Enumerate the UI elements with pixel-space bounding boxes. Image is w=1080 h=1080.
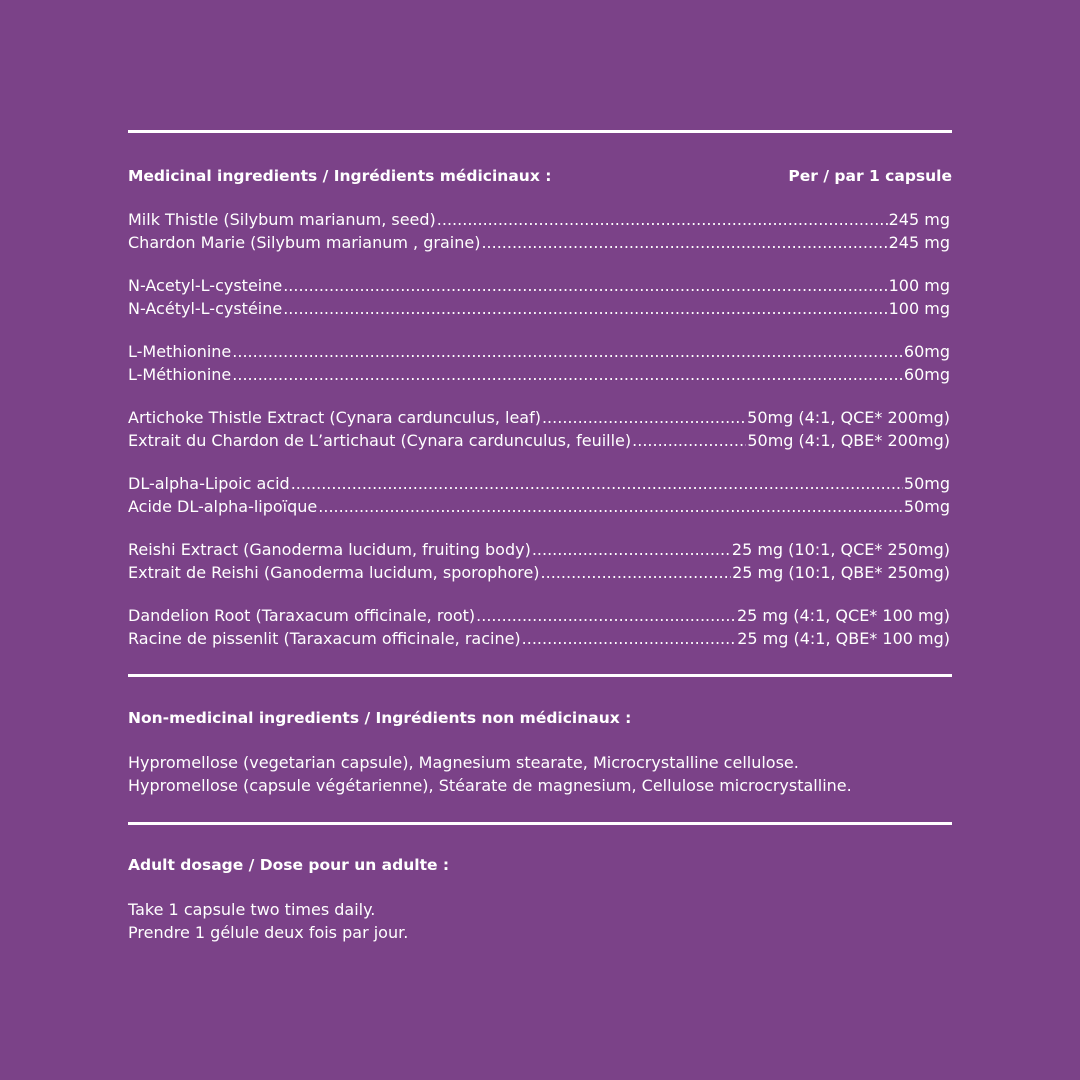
ingredient-amount: 25 mg (10:1, QCE* 250mg) bbox=[731, 540, 950, 559]
dot-leader bbox=[291, 473, 903, 496]
ingredient-name: Chardon Marie (Silybum marianum , graine) bbox=[128, 232, 481, 252]
ingredient-line bbox=[128, 407, 950, 430]
ingredient-line bbox=[128, 364, 950, 387]
ingredient-name: Racine de pissenlit (Taraxacum officinale, racine) bbox=[128, 628, 521, 648]
ingredient-amount: 50mg bbox=[903, 474, 950, 493]
dot-leader bbox=[437, 209, 888, 232]
non-medicinal-line-fr: Hypromellose (capsule végétarienne), Stéarate de magnesium, Cellulose microcrystalline. bbox=[128, 775, 852, 795]
ingredient-amount: 245 mg bbox=[888, 232, 950, 252]
per-capsule-label: Per / par 1 capsule bbox=[788, 167, 952, 185]
ingredient-line bbox=[128, 275, 950, 298]
non-medicinal-line-en: Hypromellose (vegetarian capsule), Magnesium stearate, Microcrystalline cellulose. bbox=[128, 753, 799, 772]
dot-leader bbox=[632, 430, 746, 453]
dot-leader bbox=[532, 539, 731, 562]
ingredient-line bbox=[128, 628, 950, 651]
dosage-list bbox=[128, 899, 952, 944]
ingredient-name: L-Méthionine bbox=[128, 364, 232, 384]
ingredient-line bbox=[128, 209, 950, 232]
ingredient-amount: 50mg bbox=[903, 496, 950, 516]
ingredient-amount: 25 mg (4:1, QBE* 100 mg) bbox=[737, 628, 950, 648]
dot-leader bbox=[283, 275, 887, 298]
ingredient-line bbox=[128, 496, 950, 519]
dot-leader bbox=[522, 628, 737, 651]
dot-leader bbox=[481, 232, 887, 255]
ingredient-name: Reishi Extract (Ganoderma lucidum, fruiting body) bbox=[128, 540, 531, 559]
ingredient-name: N-Acétyl-L-cystéine bbox=[128, 298, 283, 318]
non-medicinal-header bbox=[128, 707, 952, 729]
dot-leader bbox=[476, 605, 736, 628]
dosage-header bbox=[128, 854, 952, 876]
dot-leader bbox=[283, 298, 887, 321]
dot-leader bbox=[318, 496, 903, 519]
ingredient-name: Extrait du Chardon de L’artichaut (Cynara cardunculus, feuille) bbox=[128, 430, 632, 450]
ingredient-line bbox=[128, 562, 950, 585]
ingredient-amount: 60mg bbox=[903, 342, 950, 361]
dosage-heading: Adult dosage / Dose pour un adulte : bbox=[128, 856, 450, 874]
top-divider bbox=[128, 130, 952, 133]
ingredient-group bbox=[128, 407, 950, 452]
ingredient-group bbox=[128, 473, 950, 518]
ingredient-name: Acide DL-alpha-lipoïque bbox=[128, 496, 318, 516]
dosage-line-en: Take 1 capsule two times daily. bbox=[128, 900, 376, 919]
ingredient-line bbox=[128, 232, 950, 255]
dosage-line-fr: Prendre 1 gélule deux fois par jour. bbox=[128, 922, 409, 942]
ingredient-line bbox=[128, 539, 950, 562]
ingredient-amount: 50mg (4:1, QCE* 200mg) bbox=[747, 408, 950, 427]
ingredients-panel bbox=[128, 130, 952, 944]
dot-leader bbox=[541, 562, 732, 585]
ingredient-name: Milk Thistle (Silybum marianum, seed) bbox=[128, 210, 436, 229]
ingredient-amount: 245 mg bbox=[888, 210, 950, 229]
ingredient-amount: 50mg (4:1, QBE* 200mg) bbox=[747, 430, 950, 450]
ingredient-line bbox=[128, 341, 950, 364]
ingredient-group bbox=[128, 209, 950, 254]
ingredient-amount: 100 mg bbox=[888, 298, 950, 318]
lower-divider bbox=[128, 822, 952, 825]
medicinal-header bbox=[128, 165, 952, 187]
dot-leader bbox=[232, 364, 903, 387]
ingredient-amount: 25 mg (10:1, QBE* 250mg) bbox=[732, 562, 950, 582]
ingredient-name: DL-alpha-Lipoic acid bbox=[128, 474, 290, 493]
ingredient-name: Artichoke Thistle Extract (Cynara cardunculus, leaf) bbox=[128, 408, 541, 427]
middle-divider bbox=[128, 674, 952, 677]
ingredient-line bbox=[128, 298, 950, 321]
ingredient-group bbox=[128, 341, 950, 386]
dot-leader bbox=[232, 341, 903, 364]
ingredient-amount: 60mg bbox=[903, 364, 950, 384]
ingredient-line bbox=[128, 605, 950, 628]
medicinal-heading: Medicinal ingredients / Ingrédients médicinaux : bbox=[128, 167, 552, 185]
non-medicinal-list bbox=[128, 752, 952, 797]
ingredient-line bbox=[128, 430, 950, 453]
ingredient-amount: 100 mg bbox=[888, 276, 950, 295]
ingredient-group bbox=[128, 275, 950, 320]
medicinal-ingredients-list bbox=[128, 209, 950, 650]
dot-leader bbox=[542, 407, 746, 430]
ingredient-name: N-Acetyl-L-cysteine bbox=[128, 276, 283, 295]
ingredient-name: L-Methionine bbox=[128, 342, 232, 361]
ingredient-group bbox=[128, 605, 950, 650]
ingredient-name: Dandelion Root (Taraxacum officinale, root) bbox=[128, 606, 476, 625]
ingredient-group bbox=[128, 539, 950, 584]
non-medicinal-heading: Non-medicinal ingredients / Ingrédients non médicinaux : bbox=[128, 709, 632, 727]
ingredient-name: Extrait de Reishi (Ganoderma lucidum, sporophore) bbox=[128, 562, 540, 582]
ingredient-amount: 25 mg (4:1, QCE* 100 mg) bbox=[736, 606, 950, 625]
ingredient-line bbox=[128, 473, 950, 496]
